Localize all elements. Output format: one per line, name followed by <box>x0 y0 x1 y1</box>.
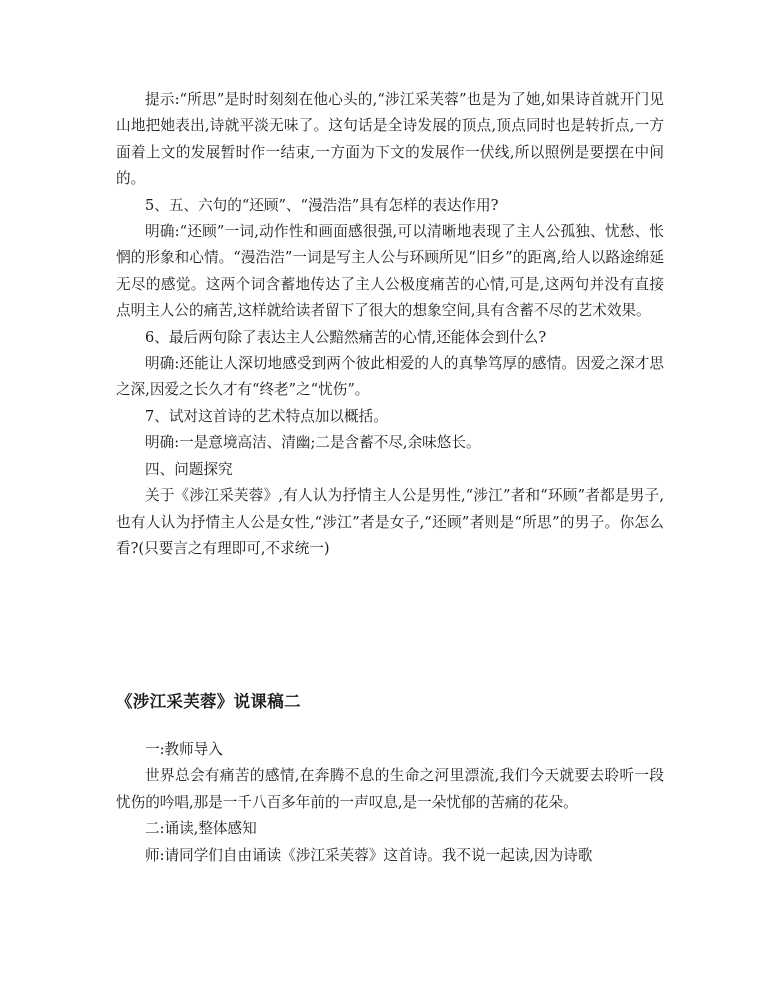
step-1-heading: 一:教师导入 <box>145 741 223 758</box>
answer-7: 明确:一是意境高洁、清幽;二是含蓄不尽,余味悠长。 <box>145 434 481 452</box>
intro-paragraph: 世界总会有痛苦的感情,在奔腾不息的生命之河里漂流,我们今天就要去聆听一段忧伤的吟唱,那是一千八百多年前的一声叹息,是一朵忧郁的苦痛的花朵。 <box>116 767 664 811</box>
question-7: 7、试对这首诗的艺术特点加以概括。 <box>145 407 388 425</box>
section-1 <box>116 87 664 562</box>
step-2-heading: 二:诵读,整体感知 <box>145 820 257 838</box>
inquiry-paragraph: 关于《涉江采芙蓉》,有人认为抒情主人公是男性,“涉江”者和“环顾”者都是男子,也有人认为抒情主人公是女性,“涉江”者是女子,“还顾”者则是“所思”的男子。你怎么看?(只要言之有理即可,不求统一) <box>116 487 664 557</box>
teacher-paragraph: 师:请同学们自由诵读《涉江采芙蓉》这首诗。我不说一起读,因为诗歌 <box>145 846 593 864</box>
answer-5: 明确:“还顾”一词,动作性和画面感很强,可以清晰地表现了主人公孤独、忧愁、怅惘的形象和心情。“漫浩浩”一词是写主人公与环顾所见“旧乡”的距离,给人以路途绵延无尽的感觉。这两个词含蓄地传达了主人公极度痛苦的心情,可是,这两句并没有直接点明主人公的痛苦,这样就给读者留下了很大的想象空间,具有含蓄不尽的艺术效果。 <box>116 223 664 320</box>
section-2 <box>116 737 664 869</box>
question-5: 5、五、六句的“还顾”、“漫浩浩”具有怎样的表达作用? <box>145 196 499 214</box>
answer-6: 明确:还能让人深切地感受到两个彼此相爱的人的真挚笃厚的感情。因爱之深才思之深,因爱之长久才有“终老”之“忧伤”。 <box>116 355 664 399</box>
section-2-title: 《涉江采芙蓉》说课稿二 <box>116 692 301 711</box>
question-6: 6、最后两句除了表达主人公黯然痛苦的心情,还能体会到什么? <box>145 328 547 346</box>
hint-paragraph: 提示:“所思”是时时刻刻在他心头的,“涉江采芙蓉”也是为了她,如果诗首就开门见山地把她表出,诗就平淡无味了。这句话是全诗发展的顶点,顶点同时也是转折点,一方面着上文的发展暂时作一结束,一方面为下文的发展作一伏线,所以照例是要摆在中间的。 <box>116 91 664 188</box>
part-4-heading: 四、问题探究 <box>145 460 233 478</box>
